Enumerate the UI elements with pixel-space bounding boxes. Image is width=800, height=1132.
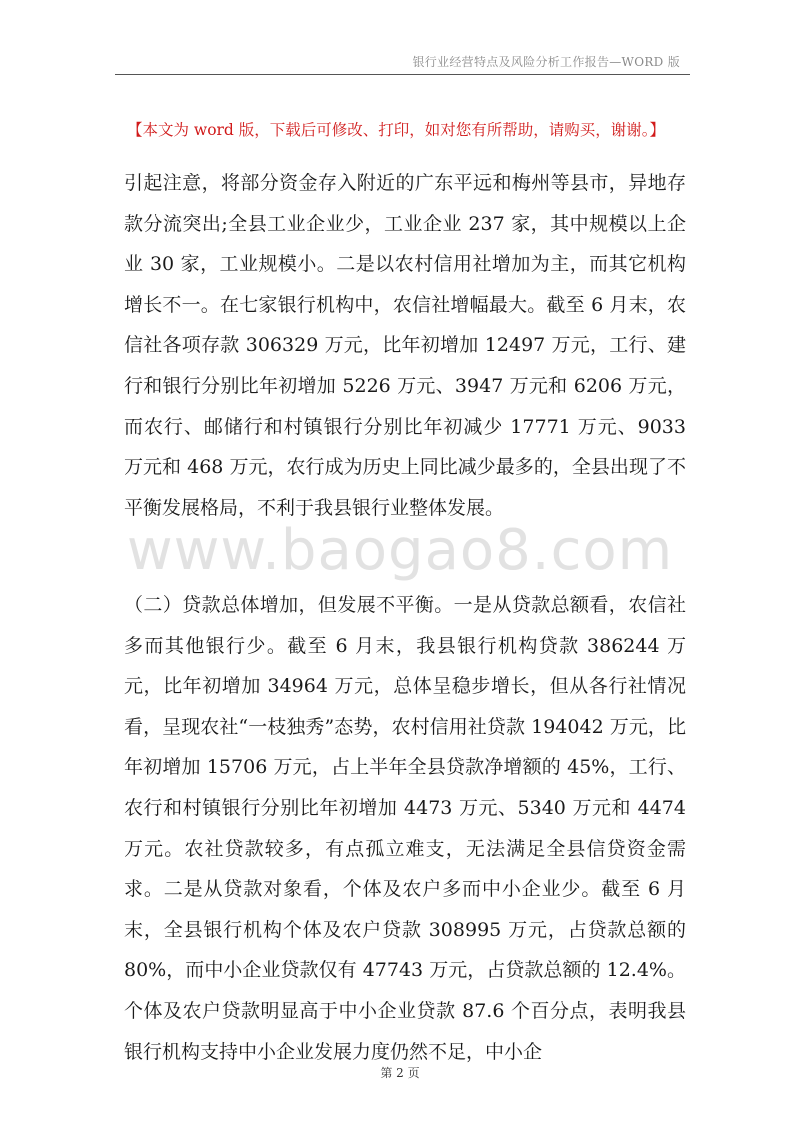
download-notice: 【本文为 word 版，下载后可修改、打印，如对您有所帮助，请购买，谢谢。】	[127, 121, 666, 139]
page-number: 第 2 页	[380, 1066, 420, 1080]
body-paragraph-2: （二）贷款总体增加，但发展不平衡。一是从贷款总额看，农信社多而其他银行少。截至 6 月末，我县银行机构贷款 386244 万元，比年初增加 34964 万元，总体呈稳步增长，但从各行社情况看，呈现农社“一枝独秀”态势，农村信用社贷款 194042 万元，比年初增加 15706 万元，占上半年全县贷款净增额的 45%，工行、农行和村镇银行分别比年初增加 4473 万元、5340 万元和 4474 万元。农社贷款较多，有点孤立难支，无法满足全县信贷资金需求。二是从贷款对象看，个体及农户多而中小企业少。截至 6 月末，全县银行机构个体及农户贷款 308995 万元，占贷款总额的 80%，而中小企业贷款仅有 47743 万元，占贷款总额的 12.4%。个体及农户贷款明显高于中小企业贷款 87.6 个百分点，表明我县银行机构支持中小企业发展力度仍然不足，中小企	[124, 594, 686, 1063]
watermark: www.baogao8.com	[126, 518, 674, 583]
running-header: 银行业经营特点及风险分析工作报告—WORD 版	[412, 55, 680, 69]
header-divider	[115, 74, 690, 75]
body-paragraph-1: 引起注意，将部分资金存入附近的广东平远和梅州等县市，异地存款分流突出;全县工业企业少，工业企业 237 家，其中规模以上企业 30 家，工业规模小。二是以农村信用社增加为主，而其它机构增长不一。在七家银行机构中，农信社增幅最大。截至 6 月末，农信社各项存款 306329 万元，比年初增加 12497 万元，工行、建行和银行分别比年初增加 5226 万元、3947 万元和 6206 万元，而农行、邮储行和村镇银行分别比年初减少 17771 万元、9033 万元和 468 万元，农行成为历史上同比减少最多的，全县出现了不平衡发展格局，不利于我县银行业整体发展。	[124, 172, 686, 519]
